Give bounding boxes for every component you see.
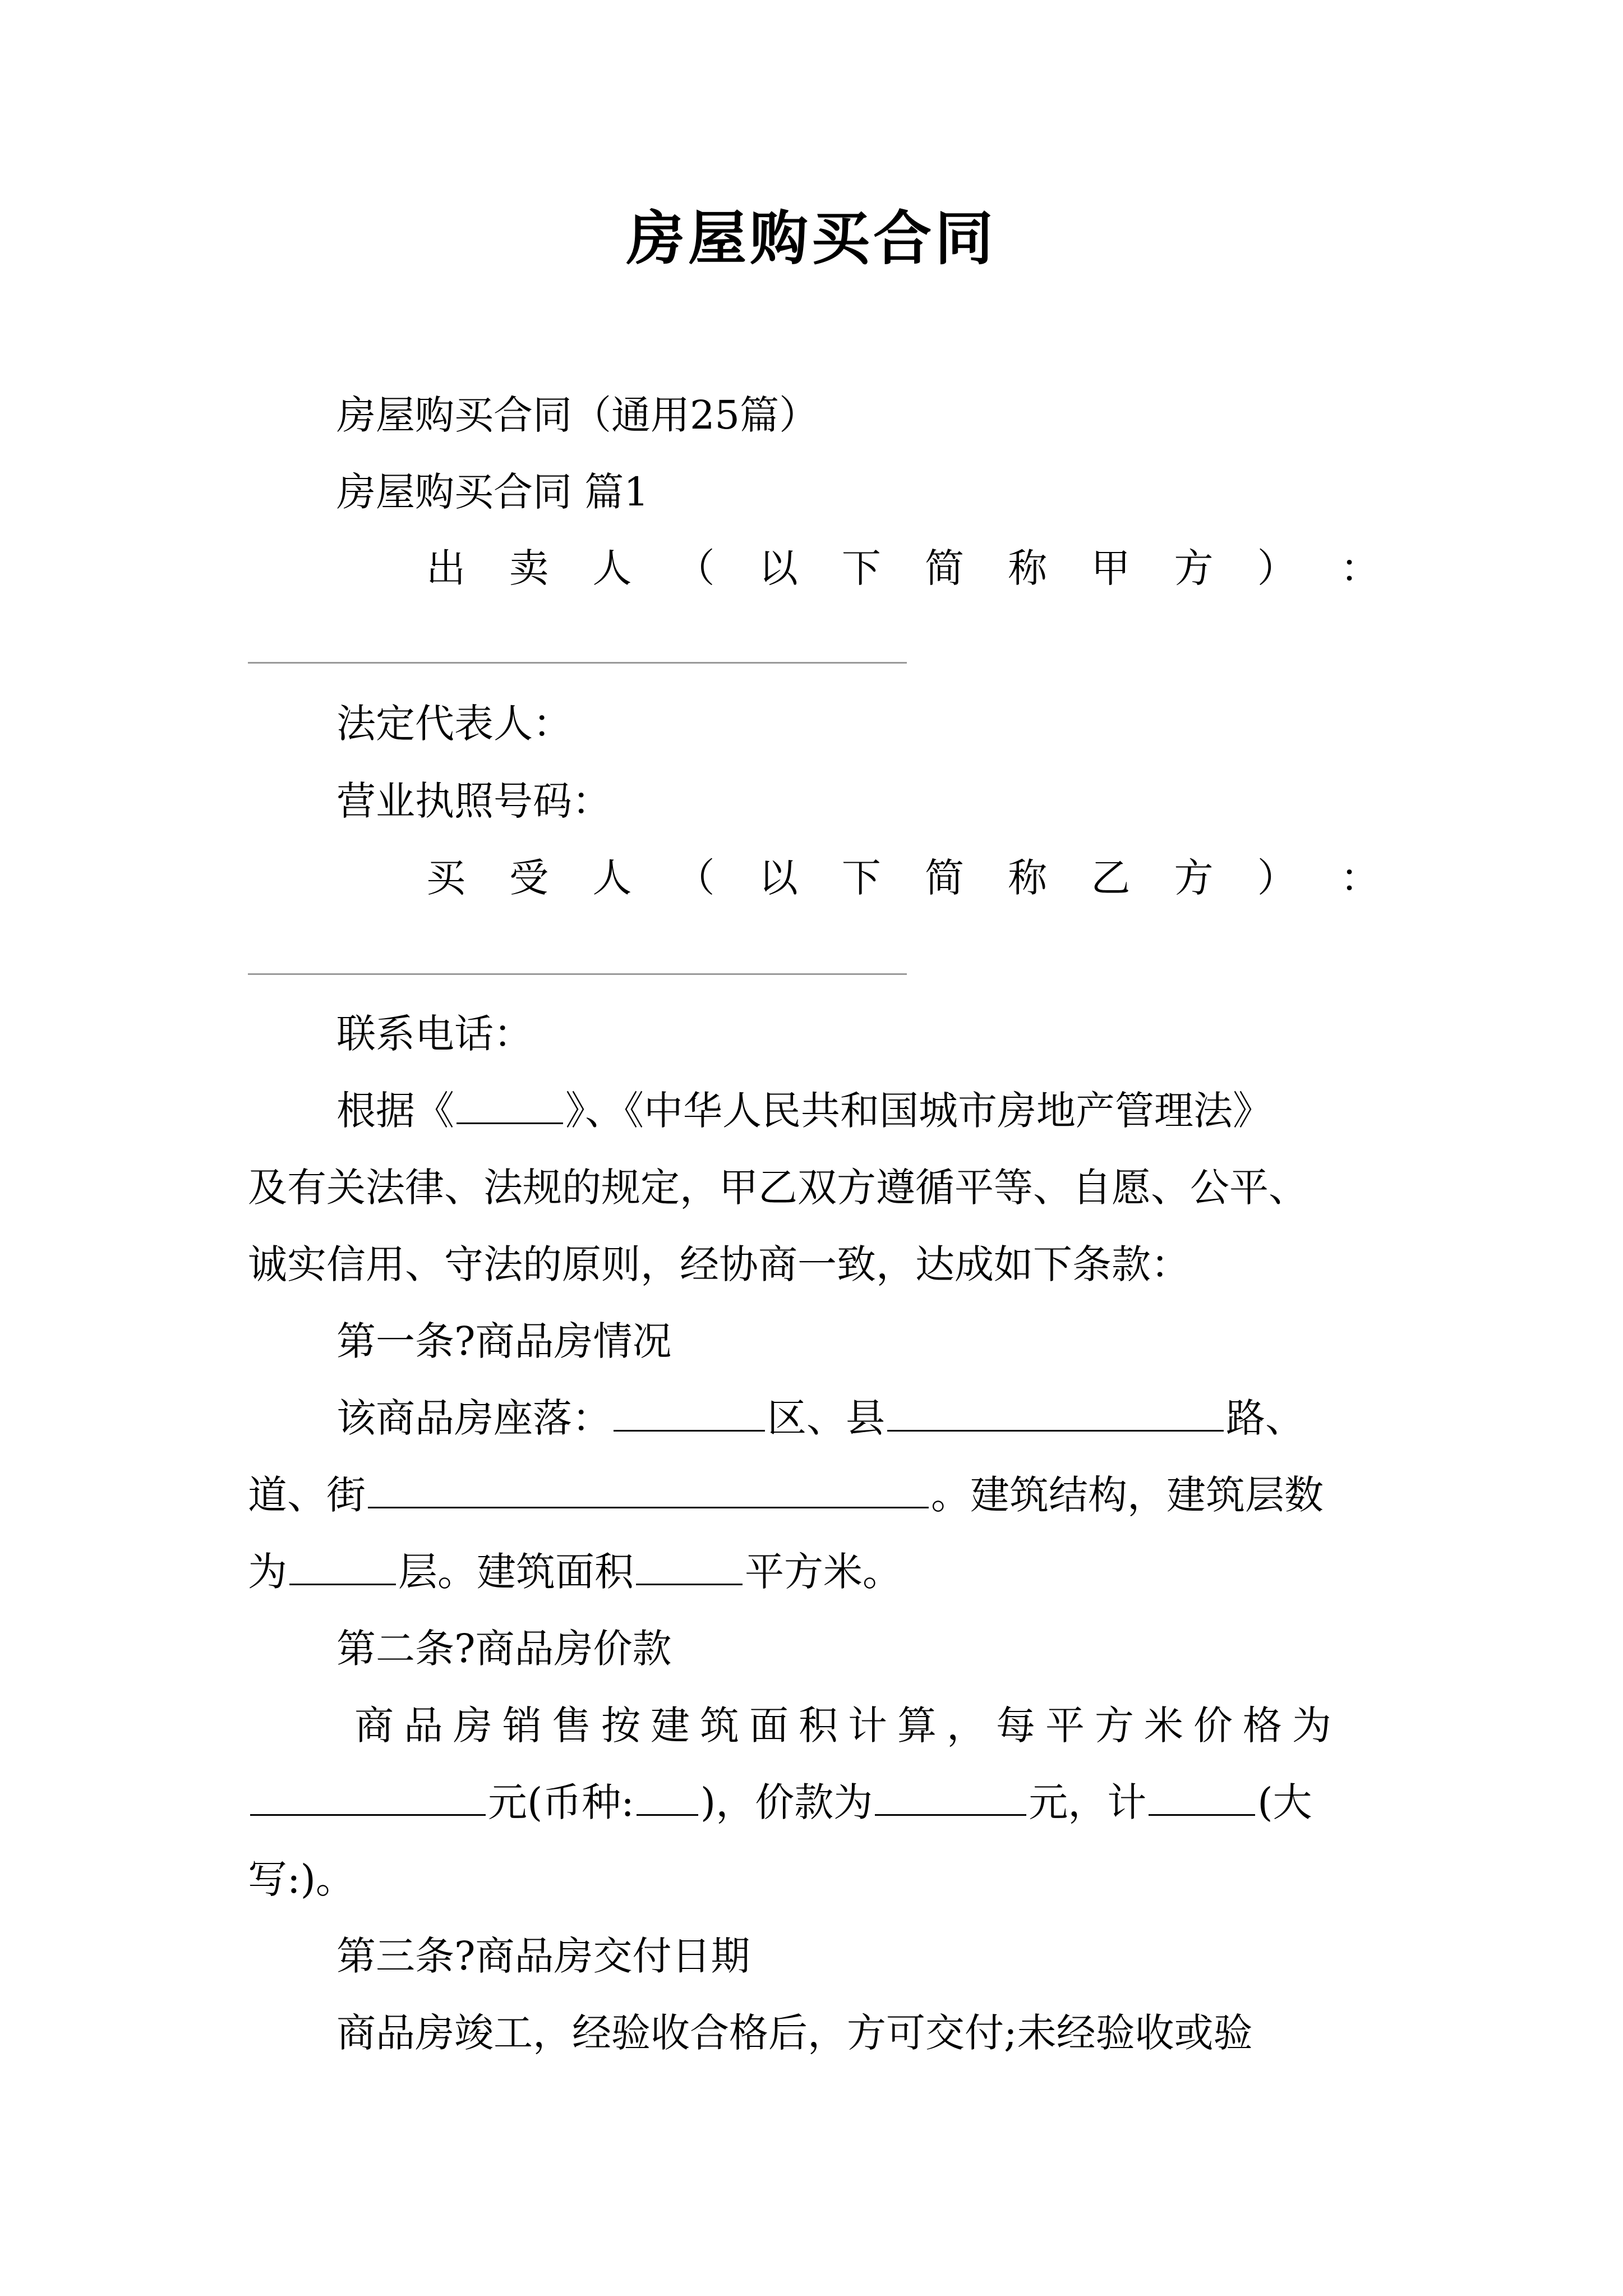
buyer-char: 下 [841,855,881,901]
seller-char: 出 [426,545,465,591]
article-text: 元，计 [1029,1779,1147,1825]
seller-char: （ [675,545,715,591]
legal-rep-label: 法定代表人： [336,701,572,747]
article-1-line-3 [248,1544,902,1600]
subtitle: 房屋购买合同（通用25篇） [336,392,819,438]
seller-char: 下 [841,545,881,591]
area-blank [636,1544,743,1585]
seller-char: ： [1340,545,1380,591]
article-text: 元(币种: [488,1779,634,1825]
basis-line-3: 诚实信用、守法的原则，经协商一致，达成如下条款： [248,1241,1190,1287]
seller-signature-line [248,662,907,664]
buyer-char: 方 [1174,855,1214,901]
article-2-line-3: 写:)。 [248,1856,355,1902]
buyer-char: 乙 [1091,855,1131,901]
phone-label: 联系电话： [336,1011,533,1057]
article-text: 为 [248,1549,287,1595]
seller-char: 简 [925,545,965,591]
buyer-char: 称 [1008,855,1048,901]
street-blank [368,1467,929,1508]
floors-blank [289,1544,396,1585]
seller-line [426,540,1380,596]
article-1-line-1 [336,1390,1304,1446]
article-text: 。建筑结构，建筑层数 [931,1472,1324,1518]
article-text: 层。建筑面积 [398,1549,634,1595]
article-text: 区、县 [767,1395,885,1441]
document-title: 房屋购买合同 [626,204,997,273]
buyer-char: 受 [509,855,549,901]
amount-words-blank [1149,1775,1255,1816]
article-text: 道、街 [248,1472,366,1518]
article-3-heading: 第三条?商品房交付日期 [336,1933,750,1979]
article-1-heading: 第一条?商品房情况 [336,1318,672,1364]
seller-char: 以 [758,545,798,591]
road-blank [887,1391,1224,1432]
article-text: (大 [1257,1779,1312,1825]
basis-line-1 [336,1083,1272,1139]
law-name-blank [457,1083,563,1124]
buyer-char: 买 [426,855,465,901]
article-2-line-1 [354,1697,1381,1754]
article-2-heading: 第二条?商品房价款 [336,1626,672,1672]
basis-text: 根据《 [336,1088,454,1134]
article-3-line-1: 商品房竣工，经验收合格后，方可交付;未经验收或验 [336,2010,1253,2056]
seller-char: 卖 [509,545,549,591]
total-price-blank [875,1775,1026,1816]
basis-line-2: 及有关法律、法规的规定，甲乙双方遵循平等、自愿、公平、 [248,1165,1308,1211]
article-text: )，价款为 [700,1779,873,1825]
article-text: 商品房销售按建筑面积计算，每平方米价格为 [354,1703,1341,1749]
article-text: 路、 [1226,1395,1304,1441]
article-text: 平方米。 [745,1549,902,1595]
buyer-char: 人 [592,855,632,901]
seller-char: ） [1257,545,1297,591]
buyer-char: ： [1340,855,1380,901]
buyer-char: 以 [758,855,798,901]
buyer-signature-line [248,973,907,975]
basis-text: 》、《中华人民共和国城市房地产管理法》 [565,1088,1272,1134]
chapter-heading: 房屋购买合同 篇1 [336,469,649,515]
seller-char: 称 [1008,545,1048,591]
seller-char: 甲 [1091,545,1131,591]
license-label: 营业执照号码： [336,778,611,824]
unit-price-blank [250,1775,486,1816]
article-text: 该商品房座落： [336,1395,611,1441]
district-blank [614,1391,765,1432]
article-2-line-2 [248,1774,1312,1830]
currency-blank [637,1775,698,1816]
buyer-char: （ [675,855,715,901]
seller-char: 人 [592,545,632,591]
buyer-char: 简 [925,855,965,901]
buyer-char: ） [1257,855,1297,901]
article-1-line-2 [248,1467,1324,1523]
buyer-line [426,850,1380,906]
seller-char: 方 [1174,545,1214,591]
